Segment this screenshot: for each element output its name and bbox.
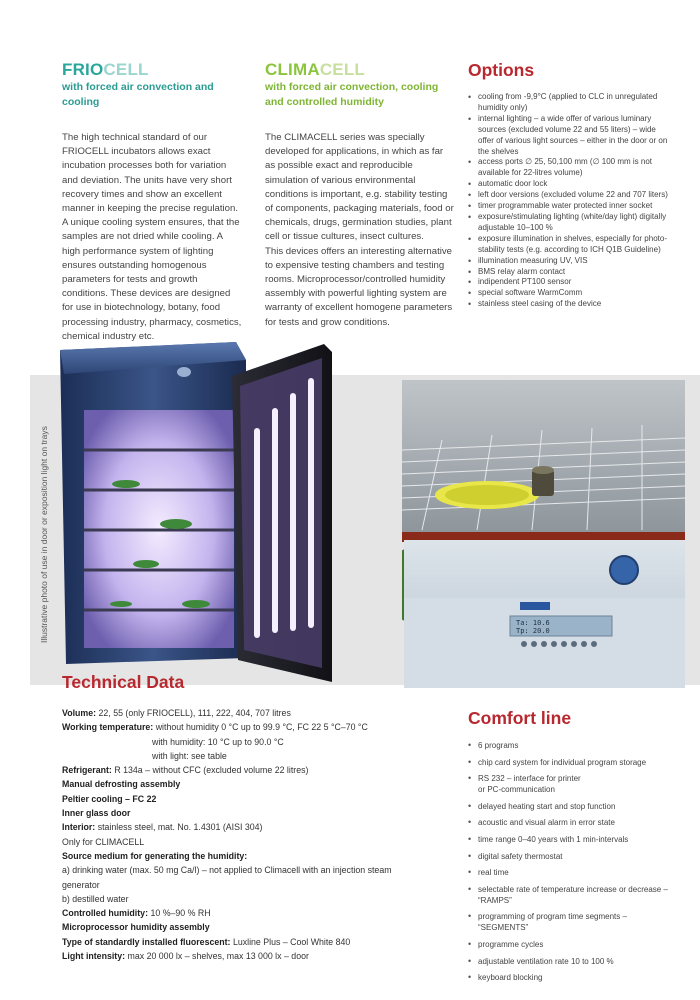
list-item: • indipendent PT100 sensor [468,277,668,288]
list-item: • automatic door lock [468,179,668,190]
lcd-line-2: Tp: 20.0 [516,627,550,635]
microprocessor-row: Microprocessor humidity assembly [62,922,210,933]
source-b-row: b) destilled water [62,893,129,904]
friocell-column [62,60,242,344]
peltier-row: Peltier cooling – FC 22 [62,793,157,804]
list-item: • access ports ∅ 25, 50,100 mm (∅ 100 mm is not available for 22-litres volume) [468,157,668,179]
refrigerant-row: Refrigerant: R 134a – without CFC (excluded volume 22 litres) [62,765,309,776]
controlled-humidity-row: Controlled humidity: 10 %–90 % RH [62,908,211,919]
technical-data-title: Technical Data [62,672,185,692]
list-item: • programming of program time segments – “SEGMENTS” [468,911,678,933]
technical-data-section [62,672,422,963]
list-item: • digital safety thermostat [468,851,678,862]
list-item: • illumination measuring UV, VIS [468,256,668,267]
technical-data-list [62,706,422,963]
friocell-title: FRIOCELL [62,60,149,79]
options-title: Options [468,60,535,80]
list-item: • exposure illumination in shelves, especially for photo-stability tests (e.g. according to ICH Q1B Guideline) [468,234,668,256]
volume-row: Volume: 22, 55 (only FRIOCELL), 111, 222, 404, 707 litres [62,708,291,718]
list-item: • cooling from -9,9°C (applied to CLC in unregulated humidity only) [468,92,668,114]
list-item: • time range 0–40 years with 1 min-intervals [468,834,678,845]
friocell-description: The high technical standard of our FRIOCELL incubators allows exact incubation processes both for variation and deviation. The units have very short recovery times and show an excellent manner in keeping the precise regulation. A unique cooling system ensures, that the samples are not dried while cooling. A high performance system of lighting ensures outstanding homogenous parameters for tests and growth conditions. These devices are designed for use in biotechnology, botany, food processing industry, pharmacy, cosmetics, chemical industry etc. [62,132,242,342]
only-climacell-row: Only for CLIMACELL [62,836,145,847]
list-item: • real time [468,867,678,878]
list-item: • internal lighting – a wide offer of various luminary sources (excluded volume 22 and 55 liters) – wide offer of various light sources – either in the door or on the shelves [468,114,668,158]
list-item: • keyboard blocking [468,972,678,983]
list-item: • acoustic and visual alarm in error state [468,817,678,828]
fluorescent-row: Type of standardly installed fluorescent: Luxline Plus – Cool White 840 [62,936,351,947]
incubator-photo [56,338,346,690]
friocell-subtitle: with forced air convection and cooling [62,81,214,108]
photo-caption: Illustrative photo of use in door or exposition light on trays [39,426,49,643]
brand-logo [520,602,550,610]
list-item: • left door versions (excluded volume 22 and 707 liters) [468,190,668,201]
list-item: • RS 232 – interface for printer or PC-communication [468,773,678,795]
sample-photos [402,380,685,688]
climacell-title: CLIMACELL [265,60,366,79]
list-item: • delayed heating start and stop function [468,801,678,812]
lcd-line-1: Ta: 10.6 [516,619,550,627]
list-item: • BMS relay alarm contact [468,267,668,278]
list-item: • programme cycles [468,939,678,950]
interior-row: Interior: stainless steel, mat. No. 1.4301 (AISI 304) [62,822,263,833]
defrosting-row: Manual defrosting assembly [62,779,181,790]
options-list [468,92,668,310]
list-item: • special software WarmComm [468,288,668,299]
source-medium-row: Source medium for generating the humidity: [62,850,248,861]
comfort-line-section [468,708,678,989]
list-item: • stainless steel casing of the device [468,299,668,310]
list-item: • timer programmable water protected inner socket [468,201,668,212]
list-item: • exposure/stimulating lighting (white/day light) digitally adjustable 10–100 % [468,212,668,234]
top-knob [177,367,191,377]
light-intensity-row: Light intensity: max 20 000 lx – shelves, max 13 000 lx – door [62,951,309,962]
climacell-description: The CLIMACELL series was specially developed for applications, in which as far as possible exact and reproducible simulation of various environmental conditions is important, e.g. stability testing of components, packaging materials, food or chemicals, drugs, germination studies, plant cell or tissue cultures, insect cultures. This devices offers an interesting alternative to expensive testing chambers and testing rooms. Microprocessor/controlled humidity assembly with powerful lighting system are warranty of excellent homogene parameters for tests and grow conditions. [265,132,454,328]
list-item: • selectable rate of temperature increase or decrease – “RAMPS” [468,884,678,906]
comfort-line-list [468,740,678,983]
working-temperature-humidity: with humidity: 10 °C up to 90.0 °C [152,736,284,747]
climacell-subtitle: with forced air convection, cooling and controlled humidity [265,81,439,108]
control-knob[interactable] [610,556,638,584]
working-temperature-row: Working temperature: without humidity 0 °C up to 99.9 °C, FC 22 5 °C–70 °C [62,722,368,733]
petri-dish-culture [445,485,529,505]
options-column [468,60,668,310]
inner-glass-row: Inner glass door [62,808,131,819]
list-item: • adjustable ventilation rate 10 to 100 % [468,956,678,967]
working-temperature-light: with light: see table [152,750,227,761]
source-a-row: a) drinking water (max. 50 mg Ca/l) – not applied to Climacell with an injection steam generator [62,865,392,890]
climacell-column [265,60,455,330]
list-item: • 6 programs [468,740,678,751]
jar-lid [532,466,554,474]
list-item: • chip card system for individual program storage [468,757,678,768]
comfort-line-title: Comfort line [468,708,572,728]
